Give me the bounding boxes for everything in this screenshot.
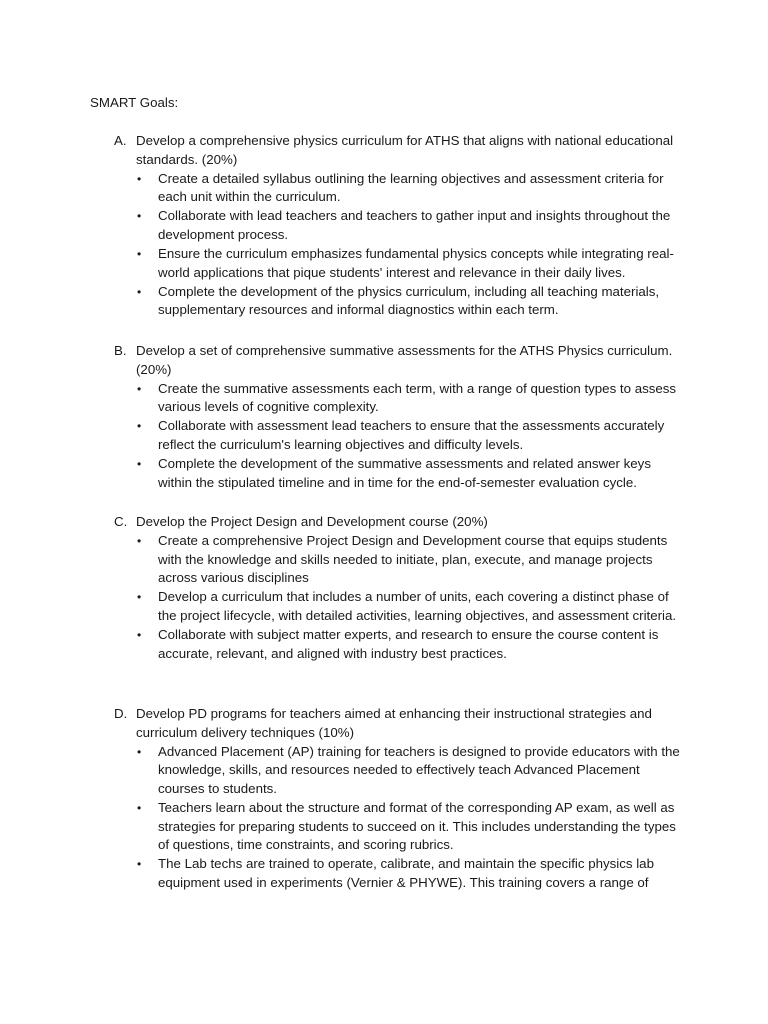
goal-title: Develop the Project Design and Development course (20%) [136,514,488,529]
bullet-text: The Lab techs are trained to operate, calibrate, and maintain the specific physics lab equipment used in experiments (Vernier & PHYWE). This training covers a range of [158,856,654,890]
bullet-text: Create the summative assessments each term, with a range of question types to assess various levels of cognitive complexity. [158,380,677,415]
goal-bullet-list [114,743,684,893]
list-item [114,455,684,492]
list-item [114,532,684,588]
bullet-icon: • [137,800,142,815]
goal-title-row [114,705,684,742]
list-item [114,588,684,625]
list-item [114,417,684,454]
list-item [114,626,684,663]
goal-title: Develop a comprehensive physics curriculum for ATHS that aligns with national educational standards. (20%) [136,133,674,167]
bullet-icon: • [137,419,142,434]
bullet-text: Create a comprehensive Project Design and Development course that equips students with the knowledge and skills needed to initiate, plan, execute, and manage projects across various disciplines [158,533,668,586]
bullet-icon: • [137,209,142,224]
bullet-text: Collaborate with subject matter experts, and research to ensure the course content is accurate, relevant, and aligned with industry best practices. [158,627,659,661]
goal-letter: C. [114,514,128,529]
list-item [114,855,684,892]
goal-bullet-list [114,532,684,663]
bullet-icon: • [137,171,142,186]
goal-letter: B. [114,343,127,358]
bullet-text: Complete the development of the summative assessments and related answer keys within the stipulated timeline and in time for the end-of-semester evaluation cycle. [158,456,651,490]
bullet-icon: • [137,534,142,549]
bullet-icon: • [137,381,142,396]
list-item [114,380,684,417]
bullet-text: Complete the development of the physics curriculum, including all teaching materials, supplementary resources and informal diagnostics within each term. [158,283,660,318]
bullet-icon: • [137,284,142,299]
bullet-text: Advanced Placement (AP) training for teachers is designed to provide educators with the knowledge, skills, and resources needed to effectively teach Advanced Placement courses to students. [158,743,680,796]
bullet-text: Ensure the curriculum emphasizes fundamental physics concepts while integrating real-world applications that pique students' interest and relevance in their daily lives. [158,246,674,280]
bullet-icon: • [137,744,142,759]
goal-c [114,513,684,663]
bullet-icon: • [137,247,142,262]
page-heading: SMART Goals: [90,95,179,110]
list-item [114,799,684,855]
goal-bullet-list [114,170,684,320]
goal-letter: D. [114,706,128,721]
bullet-icon: • [137,457,142,472]
bullet-icon: • [137,628,142,643]
list-item [114,207,684,244]
bullet-icon: • [137,857,142,872]
goal-a [114,132,684,320]
bullet-text: Collaborate with assessment lead teachers to ensure that the assessments accurately reflect the curriculum's learning objectives and difficulty levels. [158,418,665,452]
goal-title-row [114,513,684,532]
bullet-text: Teachers learn about the structure and format of the corresponding AP exam, as well as strategies for preparing students to succeed on it. This includes understanding the types of questions, time constraints, and scoring rubrics. [158,799,676,853]
goal-bullet-list [114,380,684,493]
list-item [114,743,684,799]
goal-title: Develop a set of comprehensive summative assessments for the ATHS Physics curriculum. (20%) [136,343,673,377]
list-item [114,245,684,282]
list-item [114,283,684,320]
goal-title: Develop PD programs for teachers aimed at enhancing their instructional strategies and curriculum delivery techniques (10%) [136,706,652,740]
goal-letter: A. [114,133,127,148]
bullet-text: Develop a curriculum that includes a number of units, each covering a distinct phase of the project lifecycle, with detailed activities, learning objectives, and assessment criteria. [158,589,677,623]
goal-b [114,342,684,492]
bullet-icon: • [137,590,142,605]
bullet-text: Create a detailed syllabus outlining the learning objectives and assessment criteria for each unit within the curriculum. [158,170,664,205]
list-item [114,170,684,207]
goal-title-row [114,132,684,169]
bullet-text: Collaborate with lead teachers and teachers to gather input and insights throughout the development process. [158,208,671,242]
goal-d [114,705,684,892]
goal-title-row [114,342,684,379]
